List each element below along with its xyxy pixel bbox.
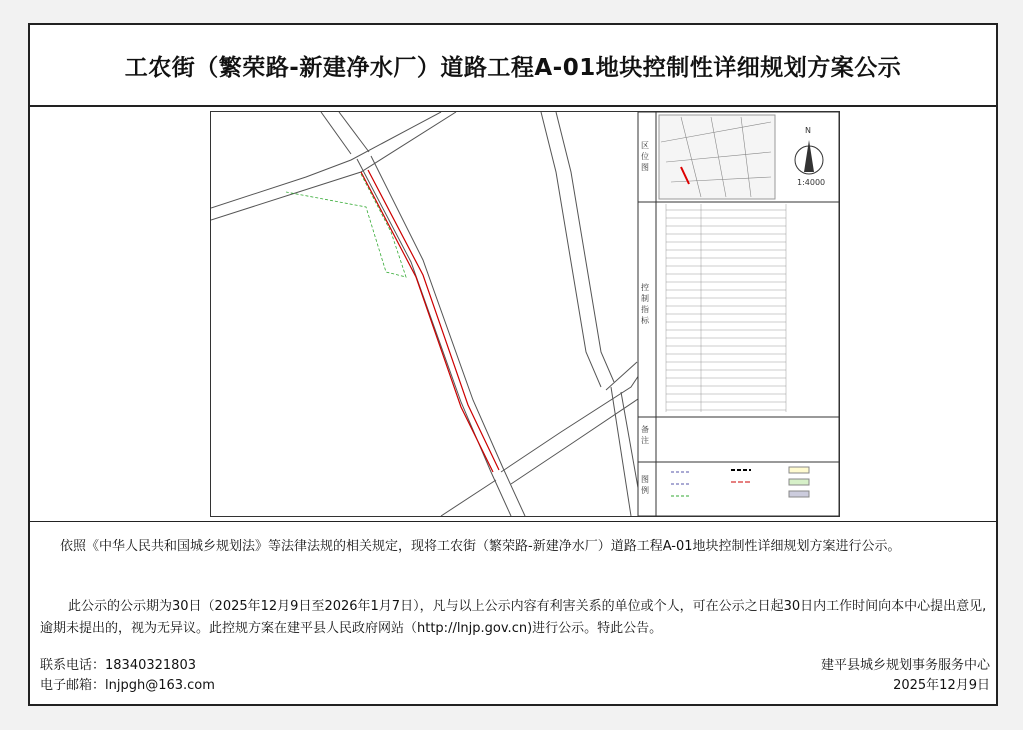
label-control: 控 制 指 标 [641, 283, 649, 325]
side-panel [638, 112, 839, 516]
notice-text-area [30, 521, 996, 707]
planning-drawing [210, 111, 840, 517]
organization: 建平县城乡规划事务服务中心 [820, 658, 990, 673]
label-legend: 图 例 [641, 475, 649, 495]
north-label: N [805, 126, 811, 135]
label-notes: 备 注 [641, 425, 649, 445]
period-paragraph: 此公示的公示期为30日（2025年12月9日至2026年1月7日），凡与以上公示内容有利害关系的单位或个人，可在公示之日起30日内工作时间向本中心提出意见,逾期未提出的，视为无异议。此控规方案在建平县人民政府网站（http://lnjp.gov.cn)进行公示。特此公告。 [40, 599, 987, 636]
label-location: 区 位 图 [641, 141, 649, 172]
site-plan-svg [211, 112, 839, 516]
contact-email: 电子邮箱：lnjpgh@163.com [40, 678, 215, 693]
page-title: 工农街（繁荣路-新建净水厂）道路工程A-01地块控制性详细规划方案公示 [124, 54, 902, 81]
notice-sheet [28, 23, 998, 706]
red-line [361, 170, 499, 472]
notice-paragraph: 依照《中华人民共和国城乡规划法》等法律法规的相关规定，现将工农街（繁荣路-新建净水厂）道路工程A-01地块控制性详细规划方案进行公示。 [60, 539, 901, 554]
contact-phone: 联系电话：18340321803 [40, 658, 196, 673]
title-bar [30, 25, 996, 107]
notice-date: 2025年12月9日 [893, 678, 990, 693]
scale-label: 1:4000 [797, 178, 826, 187]
road-map [211, 112, 643, 516]
